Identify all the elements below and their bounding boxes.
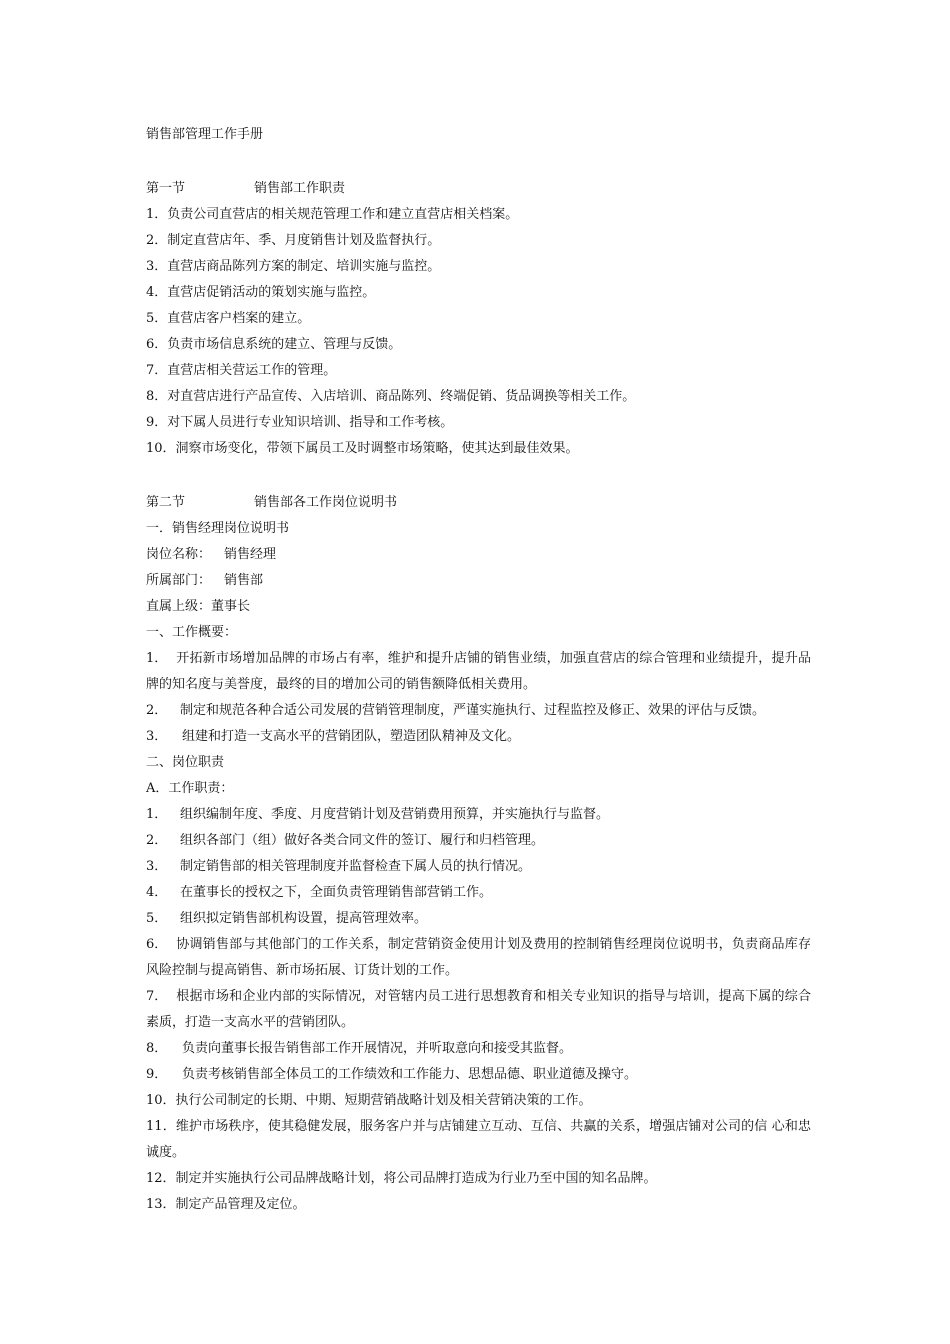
duty-item	[146, 880, 811, 906]
duty-item-text: 协调销售部与其他部门的工作关系，制定营销资金使用计划及费用的控制销售经理岗位说明书，负责商品库存风险控制与提高销售、新市场拓展、订货计划的工作。	[146, 937, 811, 978]
overview-item	[146, 646, 811, 698]
section-2-number: 第二节	[146, 495, 186, 510]
overview-item-text: 制定和规范各种合适公司发展的营销管理制度，严谨实施执行、过程监控及修正、效果的评估与反馈。	[180, 703, 766, 718]
section-1-item: 10．洞察市场变化，带领下属员工及时调整市场策略，使其达到最佳效果。	[146, 441, 579, 456]
duty-item-text: 负责考核销售部全体员工的工作绩效和工作能力、思想品德、职业道德及操守。	[182, 1067, 638, 1082]
overview-item-number: 1．	[146, 651, 168, 666]
section-1-item: 7．直营店相关营运工作的管理。	[146, 363, 337, 378]
overview-title: 一、工作概要：	[146, 625, 238, 640]
section-1-item: 6．负责市场信息系统的建立、管理与反馈。	[146, 337, 402, 352]
superior-row: 直属上级：董事长	[146, 599, 251, 614]
duty-item-number: 9．	[146, 1067, 168, 1082]
duty-item-text: 组织拟定销售部机构设置，提高管理效率。	[180, 911, 428, 926]
overview-item	[146, 698, 811, 724]
section-1-item: 9．对下属人员进行专业知识培训、指导和工作考核。	[146, 415, 454, 430]
post-name-row	[146, 542, 811, 568]
section-1-title: 销售部工作职责	[254, 181, 346, 196]
duty-item	[146, 1036, 811, 1062]
duty-item-number: 3．	[146, 859, 168, 874]
duty-item-number: 4．	[146, 885, 168, 900]
duty-item-number: 6．	[146, 937, 168, 952]
duties-subtitle: A．工作职责：	[146, 781, 234, 796]
section-1-item: 2．制定直营店年、季、月度销售计划及监督执行。	[146, 233, 441, 248]
section-2-title: 销售部各工作岗位说明书	[254, 495, 398, 510]
section-1-item: 3．直营店商品陈列方案的制定、培训实施与监控。	[146, 259, 441, 274]
duties-title: 二、岗位职责	[146, 755, 225, 770]
duty-item	[146, 932, 811, 984]
duty-item-text: 负责向董事长报告销售部工作开展情况，并听取意向和接受其监督。	[182, 1041, 573, 1056]
duty-item: 13．制定产品管理及定位。	[146, 1197, 306, 1212]
duty-item-number: 1．	[146, 807, 168, 822]
section-1-number: 第一节	[146, 181, 186, 196]
duty-item-text: 组织编制年度、季度、月度营销计划及营销费用预算，并实施执行与监督。	[180, 807, 610, 822]
duty-item: 10．执行公司制定的长期、中期、短期营销战略计划及相关营销决策的工作。	[146, 1093, 592, 1108]
document-title: 销售部管理工作手册	[146, 127, 264, 142]
spacer	[146, 148, 811, 176]
duty-item	[146, 1062, 811, 1088]
duty-item-text: 制定销售部的相关管理制度并监督检查下属人员的执行情况。	[180, 859, 532, 874]
section-2-heading	[146, 490, 811, 516]
section-1-item: 8．对直营店进行产品宣传、入店培训、商品陈列、终端促销、货品调换等相关工作。	[146, 389, 636, 404]
dept-label: 所属部门：	[146, 573, 212, 588]
overview-item-text: 开拓新市场增加品牌的市场占有率，维护和提升店铺的销售业绩，加强直营店的综合管理和业绩提升，提升品牌的知名度与美誉度，最终的目的增加公司的销售额降低相关费用。	[146, 651, 811, 692]
dept-row	[146, 568, 811, 594]
overview-item-number: 3．	[146, 729, 168, 744]
duty-item-number: 7．	[146, 989, 168, 1004]
duty-item	[146, 802, 811, 828]
duty-item-number: 5．	[146, 911, 168, 926]
post-name-value: 销售经理	[224, 547, 277, 562]
post-name-label: 岗位名称：	[146, 547, 212, 562]
duty-item-number: 8．	[146, 1041, 168, 1056]
section-1-heading	[146, 176, 811, 202]
overview-item	[146, 724, 811, 750]
overview-item-text: 组建和打造一支高水平的营销团队，塑造团队精神及文化。	[182, 729, 521, 744]
document-body	[146, 122, 811, 1218]
duty-item-number: 2．	[146, 833, 168, 848]
section-1-item: 5．直营店客户档案的建立。	[146, 311, 311, 326]
duty-item	[146, 828, 811, 854]
section-1-item: 4．直营店促销活动的策划实施与监控。	[146, 285, 376, 300]
dept-value: 销售部	[224, 573, 264, 588]
overview-item-number: 2．	[146, 703, 168, 718]
spacer	[146, 462, 811, 490]
duty-item: 11．维护市场秩序，使其稳健发展，服务客户并与店铺建立互动、互信、共赢的关系，增强店铺对公司的信 心和忠诚度。	[146, 1119, 811, 1160]
duty-item: 12．制定并实施执行公司品牌战略计划，将公司品牌打造成为行业乃至中国的知名品牌。	[146, 1171, 657, 1186]
duty-item-text: 组织各部门（组）做好各类合同文件的签订、履行和归档管理。	[180, 833, 545, 848]
duty-item	[146, 854, 811, 880]
duty-item	[146, 984, 811, 1036]
section-2-subtitle: 一．销售经理岗位说明书	[146, 521, 290, 536]
duty-item-text: 根据市场和企业内部的实际情况，对管辖内员工进行思想教育和相关专业知识的指导与培训，提高下属的综合素质，打造一支高水平的营销团队。	[146, 989, 811, 1030]
duty-item-text: 在董事长的授权之下，全面负责管理销售部营销工作。	[180, 885, 493, 900]
section-1-item: 1．负责公司直营店的相关规范管理工作和建立直营店相关档案。	[146, 207, 519, 222]
duty-item	[146, 906, 811, 932]
